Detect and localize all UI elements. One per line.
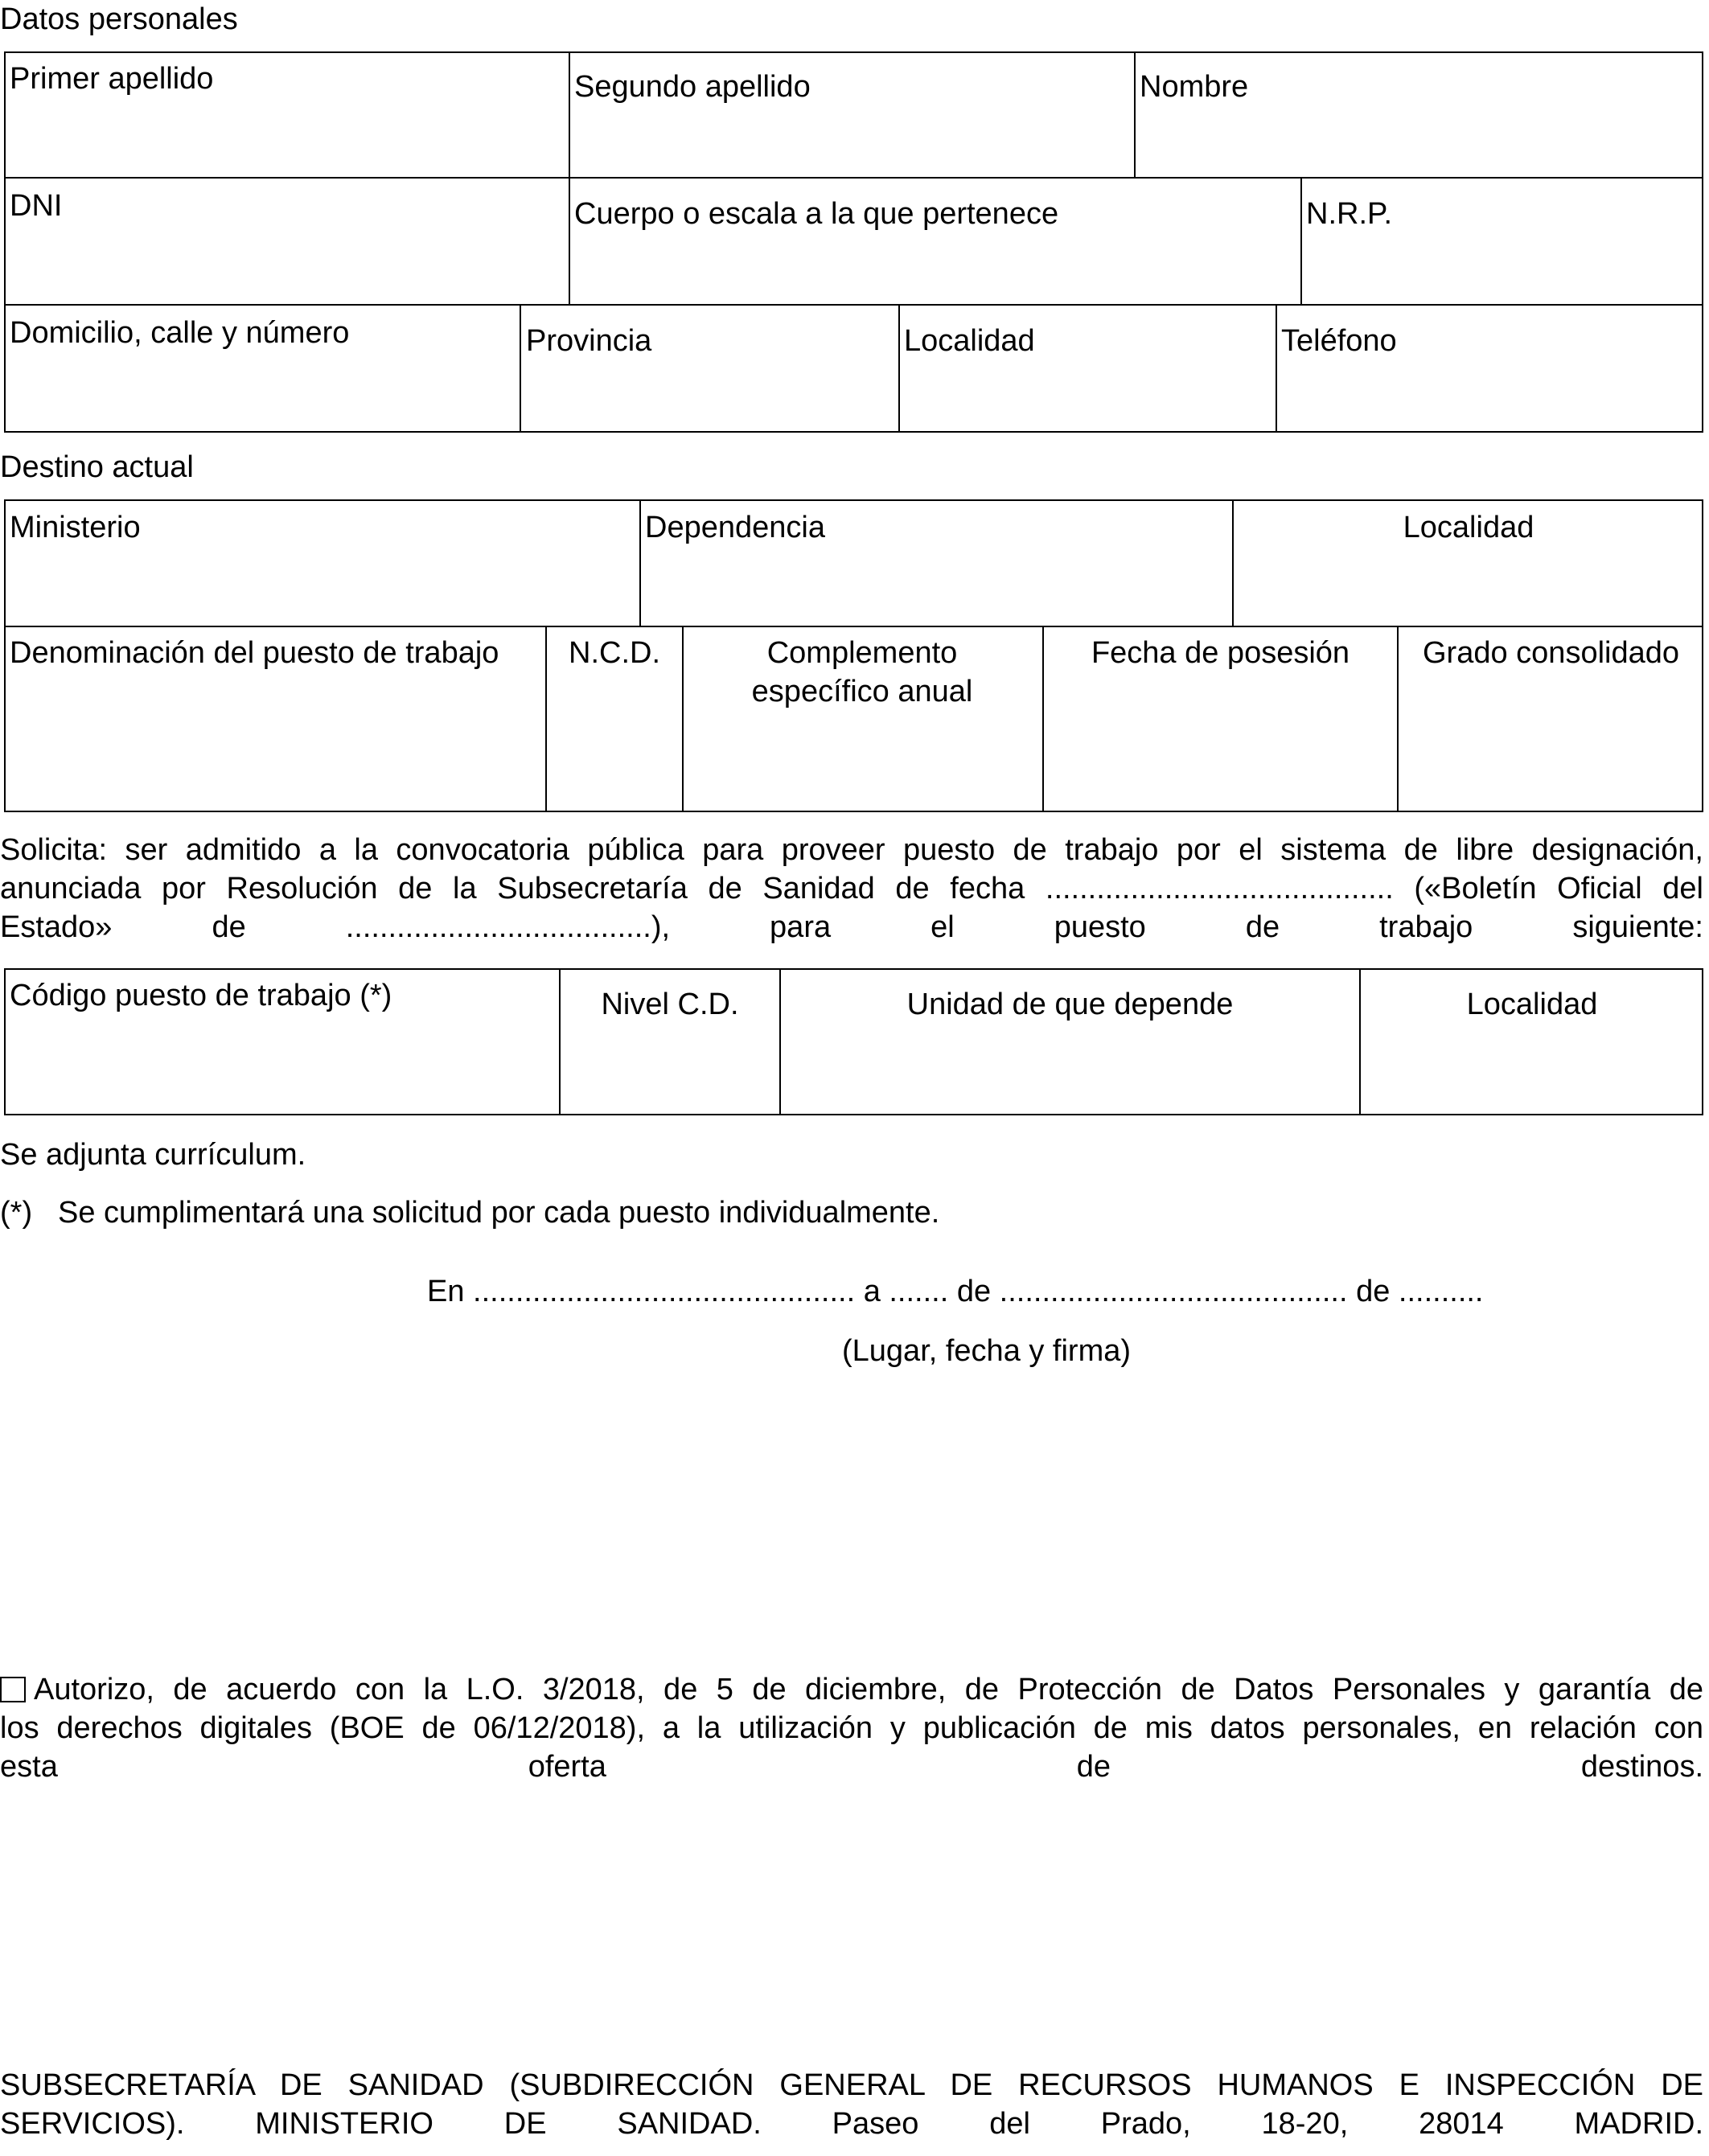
field-nrp[interactable]: N.R.P. bbox=[1306, 197, 1393, 231]
column-divider bbox=[520, 304, 521, 433]
column-divider bbox=[1134, 51, 1136, 179]
consent-line-3: esta oferta de destinos. bbox=[0, 1750, 1703, 1784]
field-locality[interactable]: Localidad bbox=[904, 324, 1035, 358]
field-ncd[interactable]: N.C.D. bbox=[569, 636, 660, 670]
request-paragraph bbox=[0, 831, 1703, 947]
field-dependency[interactable]: Dependencia bbox=[645, 511, 825, 544]
field-corps[interactable]: Cuerpo o escala a la que pertenece bbox=[574, 197, 1059, 231]
attachment-note: Se adjunta currículum. bbox=[0, 1138, 306, 1172]
footnote-text: Se cumplimentará una solicitud por cada puesto individualmente. bbox=[58, 1196, 940, 1230]
field-dni[interactable]: DNI bbox=[10, 189, 63, 223]
signature-caption: (Lugar, fecha y firma) bbox=[842, 1334, 1132, 1368]
column-divider bbox=[898, 304, 900, 433]
column-divider bbox=[569, 177, 570, 304]
column-divider bbox=[639, 499, 641, 626]
consent-paragraph bbox=[0, 1670, 1703, 1786]
field-job-title[interactable]: Denominación del puesto de trabajo bbox=[10, 636, 499, 670]
field-province[interactable]: Provincia bbox=[526, 324, 652, 358]
section-title-current: Destino actual bbox=[0, 450, 194, 484]
request-line-3: Estado» de ....................................), para el puesto de trabajo siguiente: bbox=[0, 910, 1703, 944]
field-level-cd[interactable]: Nivel C.D. bbox=[601, 988, 739, 1021]
row-divider bbox=[4, 626, 1703, 627]
footer-line-2: SERVICIOS). MINISTERIO DE SANIDAD. Paseo del Prado, 18-20, 28014 MADRID. bbox=[0, 2107, 1703, 2141]
field-specific-complement[interactable]: Complemento específico anual bbox=[751, 636, 973, 708]
field-current-locality[interactable]: Localidad bbox=[1403, 511, 1534, 544]
field-possession-date[interactable]: Fecha de posesión bbox=[1091, 636, 1350, 670]
row-divider bbox=[4, 177, 1703, 179]
place-date-line: En ............................................. a ....... de ......................................... de .......... bbox=[427, 1275, 1484, 1308]
field-phone[interactable]: Teléfono bbox=[1281, 324, 1397, 358]
field-name[interactable]: Nombre bbox=[1140, 70, 1249, 104]
column-divider bbox=[1300, 177, 1302, 304]
personal-data-table bbox=[4, 51, 1703, 433]
consent-line-1 bbox=[0, 1670, 1703, 1709]
consent-checkbox[interactable] bbox=[0, 1677, 26, 1702]
footer-line-1: SUBSECRETARÍA DE SANIDAD (SUBDIRECCIÓN GENERAL DE RECURSOS HUMANOS E INSPECCIÓN DE bbox=[0, 2068, 1703, 2102]
column-divider bbox=[569, 51, 570, 179]
footer-address bbox=[0, 2066, 1703, 2143]
footnote-mark: (*) bbox=[0, 1196, 33, 1230]
consent-text-1: Autorizo, de acuerdo con la L.O. 3/2018, de 5 de diciembre, de Protección de Datos Personales y garantía de bbox=[34, 1673, 1703, 1706]
field-ministry[interactable]: Ministerio bbox=[10, 511, 141, 544]
row-divider bbox=[4, 304, 1703, 306]
request-line-2: anunciada por Resolución de la Subsecretaría de Sanidad de fecha ......................................... («Boletín Oficial del bbox=[0, 872, 1703, 906]
field-address[interactable]: Domicilio, calle y número bbox=[10, 316, 350, 350]
request-line-1: Solicita: ser admitido a la convocatoria pública para proveer puesto de trabajo por el sistema de libre designación, bbox=[0, 833, 1703, 867]
section-title-personal: Datos personales bbox=[0, 2, 238, 36]
field-first-surname[interactable]: Primer apellido bbox=[10, 62, 214, 96]
column-divider bbox=[682, 626, 684, 812]
field-consolidated-grade[interactable]: Grado consolidado bbox=[1423, 636, 1679, 670]
consent-line-2: los derechos digitales (BOE de 06/12/2018), a la utilización y publicación de mis datos personales, en relación con bbox=[0, 1711, 1703, 1745]
column-divider bbox=[1276, 304, 1277, 433]
field-position-locality[interactable]: Localidad bbox=[1466, 988, 1598, 1021]
field-unit[interactable]: Unidad de que depende bbox=[906, 988, 1234, 1021]
field-second-surname[interactable]: Segundo apellido bbox=[574, 70, 811, 104]
field-position-code[interactable]: Código puesto de trabajo (*) bbox=[10, 979, 392, 1012]
